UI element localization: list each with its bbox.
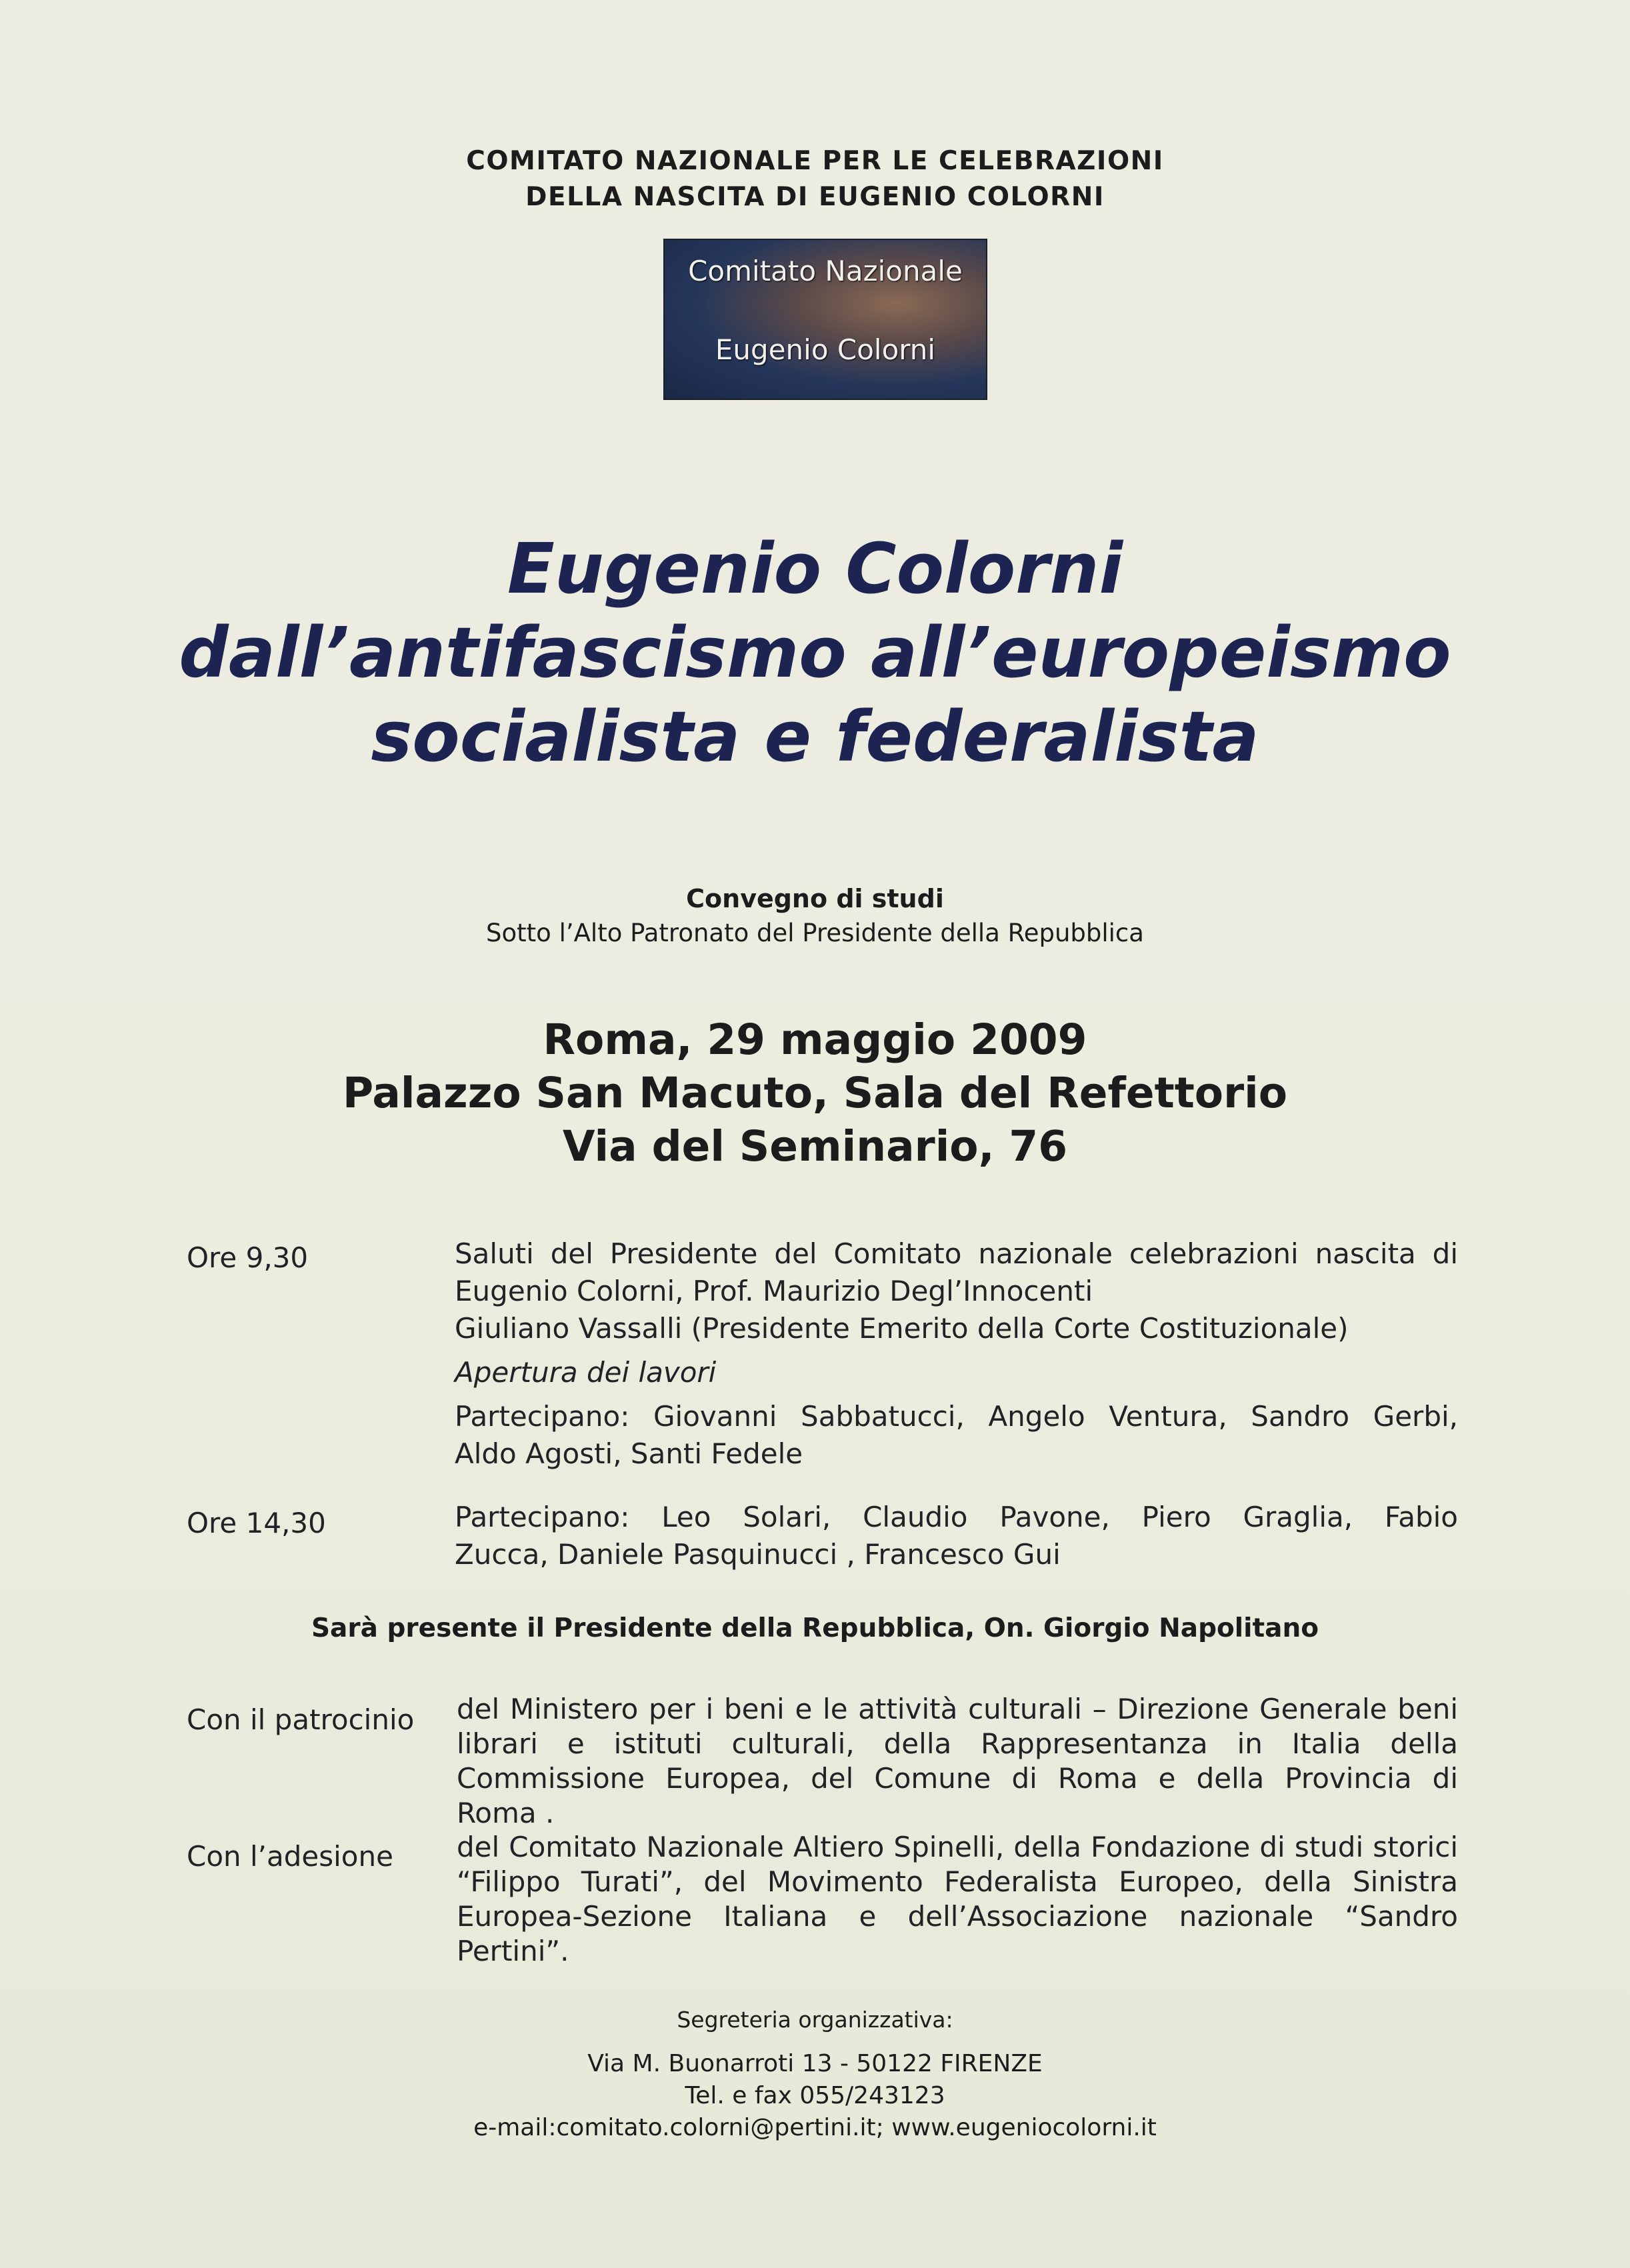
morning-participants-2: Aldo Agosti, Santi Fedele [455, 1437, 803, 1470]
afternoon-participants-2: Zucca, Daniele Pasquinucci , Francesco Gui [455, 1538, 1061, 1571]
morning-line-3: Giuliano Vassalli (Presidente Emerito della Corte Costituzionale) [455, 1312, 1349, 1345]
secretariat-contacts [0, 2048, 1630, 2144]
morning-opening: Apertura dei lavori [455, 1356, 717, 1389]
patronage-label: Con il patrocinio [187, 1703, 415, 1736]
presence-note: Sarà presente il Presidente della Repubblica, On. Giorgio Napolitano [311, 1613, 1319, 1643]
afternoon-time: Ore 14,30 [187, 1507, 326, 1539]
secretariat-contact: e-mail:comitato.colorni@pertini.it; www.eugeniocolorni.it [473, 2114, 1157, 2141]
morning-participants-1: Partecipano: Giovanni Sabbatucci, Angelo Ventura, Sandro Gerbi, [455, 1400, 1458, 1433]
committee-logo [663, 239, 987, 400]
patronage-line-4: Roma . [457, 1797, 555, 1829]
morning-time: Ore 9,30 [187, 1241, 309, 1274]
morning-line-1: Saluti del Presidente del Comitato nazionale celebrazioni nascita di [455, 1237, 1458, 1270]
secretariat-address: Via M. Buonarroti 13 - 50122 FIRENZE [587, 2050, 1043, 2077]
afternoon-session [455, 1499, 1458, 1573]
patronage-line-3: Commissione Europea, del Comune di Roma e della Provincia di [457, 1762, 1458, 1795]
morning-session [455, 1235, 1458, 1473]
committee-line-1: COMITATO NAZIONALE PER LE CELEBRAZIONI [466, 146, 1164, 176]
adhesion-line-4: Pertini”. [457, 1935, 569, 1967]
adhesion-text [457, 1830, 1458, 1969]
adhesion-line-1: del Comitato Nazionale Altiero Spinelli, della Fondazione di studi storici [457, 1831, 1458, 1863]
adhesion-line-3: Europea-Sezione Italiana e dell’Associazione nazionale “Sandro [457, 1900, 1458, 1933]
patronage-note: Sotto l’Alto Patronato del Presidente della Repubblica [486, 919, 1144, 947]
title-line-2: dall’antifascismo all’europeismo [179, 612, 1451, 693]
adhesion-label: Con l’adesione [187, 1840, 393, 1873]
title-line-3: socialista e federalista [371, 696, 1259, 777]
patronage-text [457, 1692, 1458, 1831]
patronage-line-2: librari e istituti culturali, della Rappresentanza in Italia della [457, 1727, 1458, 1760]
poster-title [0, 527, 1630, 779]
logo-line-2: Eugenio Colorni [715, 333, 936, 366]
adhesion-line-2: “Filippo Turati”, del Movimento Federalista Europeo, della Sinistra [457, 1865, 1458, 1898]
morning-line-2: Eugenio Colorni, Prof. Maurizio Degl’Innocenti [455, 1275, 1093, 1307]
afternoon-participants-1: Partecipano: Leo Solari, Claudio Pavone, Piero Graglia, Fabio [455, 1501, 1458, 1533]
venue-place: Palazzo San Macuto, Sala del Refettorio [342, 1069, 1288, 1117]
committee-line-2: DELLA NASCITA DI EUGENIO COLORNI [525, 182, 1105, 212]
logo-line-1: Comitato Nazionale [688, 255, 963, 287]
secretariat-phone: Tel. e fax 055/243123 [685, 2082, 945, 2109]
title-line-1: Eugenio Colorni [507, 528, 1123, 609]
venue-date: Roma, 29 maggio 2009 [543, 1015, 1087, 1064]
venue-block [0, 1013, 1630, 1173]
patronage-line-1: del Ministero per i beni e le attività culturali – Direzione Generale beni [457, 1693, 1458, 1725]
committee-header [0, 143, 1630, 215]
secretariat-heading: Segreteria organizzativa: [677, 2007, 953, 2033]
event-type: Convegno di studi [686, 884, 944, 913]
venue-street: Via del Seminario, 76 [562, 1122, 1068, 1171]
